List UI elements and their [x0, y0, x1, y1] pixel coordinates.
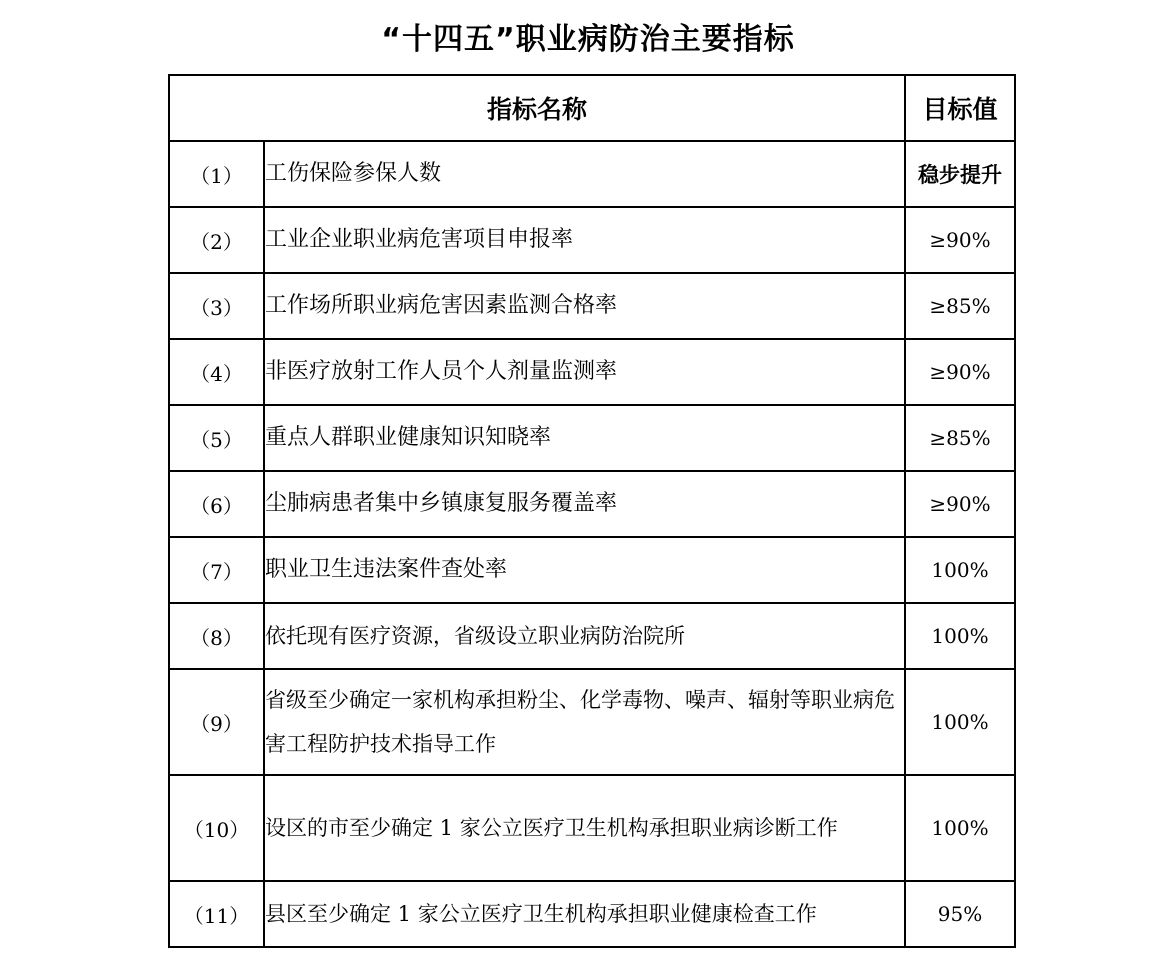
indicator-name: 依托现有医疗资源，省级设立职业病防治院所	[264, 603, 905, 669]
table-row	[169, 775, 1015, 881]
row-number: （10）	[169, 775, 264, 881]
page-title: “十四五”职业病防治主要指标	[381, 22, 795, 57]
indicator-name: 职业卫生违法案件查处率	[264, 537, 905, 603]
indicator-name: 重点人群职业健康知识知晓率	[264, 405, 905, 471]
indicator-name: 工伤保险参保人数	[264, 141, 905, 207]
row-number: （4）	[169, 339, 264, 405]
indicators-table	[168, 74, 1016, 948]
header-target-value: 目标值	[905, 75, 1015, 141]
indicator-name: 尘肺病患者集中乡镇康复服务覆盖率	[264, 471, 905, 537]
target-value: 100%	[905, 537, 1015, 603]
target-value: 100%	[905, 669, 1015, 775]
target-value: 100%	[905, 603, 1015, 669]
row-number: （9）	[169, 669, 264, 775]
target-value: ≥90%	[905, 339, 1015, 405]
indicator-name: 设区的市至少确定 1 家公立医疗卫生机构承担职业病诊断工作	[264, 775, 905, 881]
table-row	[169, 471, 1015, 537]
table-row	[169, 141, 1015, 207]
table-header-row	[169, 75, 1015, 141]
row-number: （3）	[169, 273, 264, 339]
target-value: 稳步提升	[905, 141, 1015, 207]
indicator-name: 工作场所职业病危害因素监测合格率	[264, 273, 905, 339]
table-row	[169, 405, 1015, 471]
header-indicator-name: 指标名称	[169, 75, 905, 141]
target-value: ≥85%	[905, 405, 1015, 471]
table-row	[169, 537, 1015, 603]
target-value: 95%	[905, 881, 1015, 947]
row-number: （7）	[169, 537, 264, 603]
target-value: ≥85%	[905, 273, 1015, 339]
table-row	[169, 669, 1015, 775]
row-number: （11）	[169, 881, 264, 947]
row-number: （6）	[169, 471, 264, 537]
table-row	[169, 339, 1015, 405]
indicator-name: 非医疗放射工作人员个人剂量监测率	[264, 339, 905, 405]
row-number: （1）	[169, 141, 264, 207]
row-number: （5）	[169, 405, 264, 471]
target-value: ≥90%	[905, 471, 1015, 537]
table-row	[169, 881, 1015, 947]
table-row	[169, 603, 1015, 669]
row-number: （8）	[169, 603, 264, 669]
row-number: （2）	[169, 207, 264, 273]
table-row	[169, 273, 1015, 339]
indicator-name: 县区至少确定 1 家公立医疗卫生机构承担职业健康检查工作	[264, 881, 905, 947]
indicator-name: 省级至少确定一家机构承担粉尘、化学毒物、噪声、辐射等职业病危害工程防护技术指导工作	[264, 669, 905, 775]
target-value: 100%	[905, 775, 1015, 881]
target-value: ≥90%	[905, 207, 1015, 273]
indicator-name: 工业企业职业病危害项目申报率	[264, 207, 905, 273]
table-row	[169, 207, 1015, 273]
